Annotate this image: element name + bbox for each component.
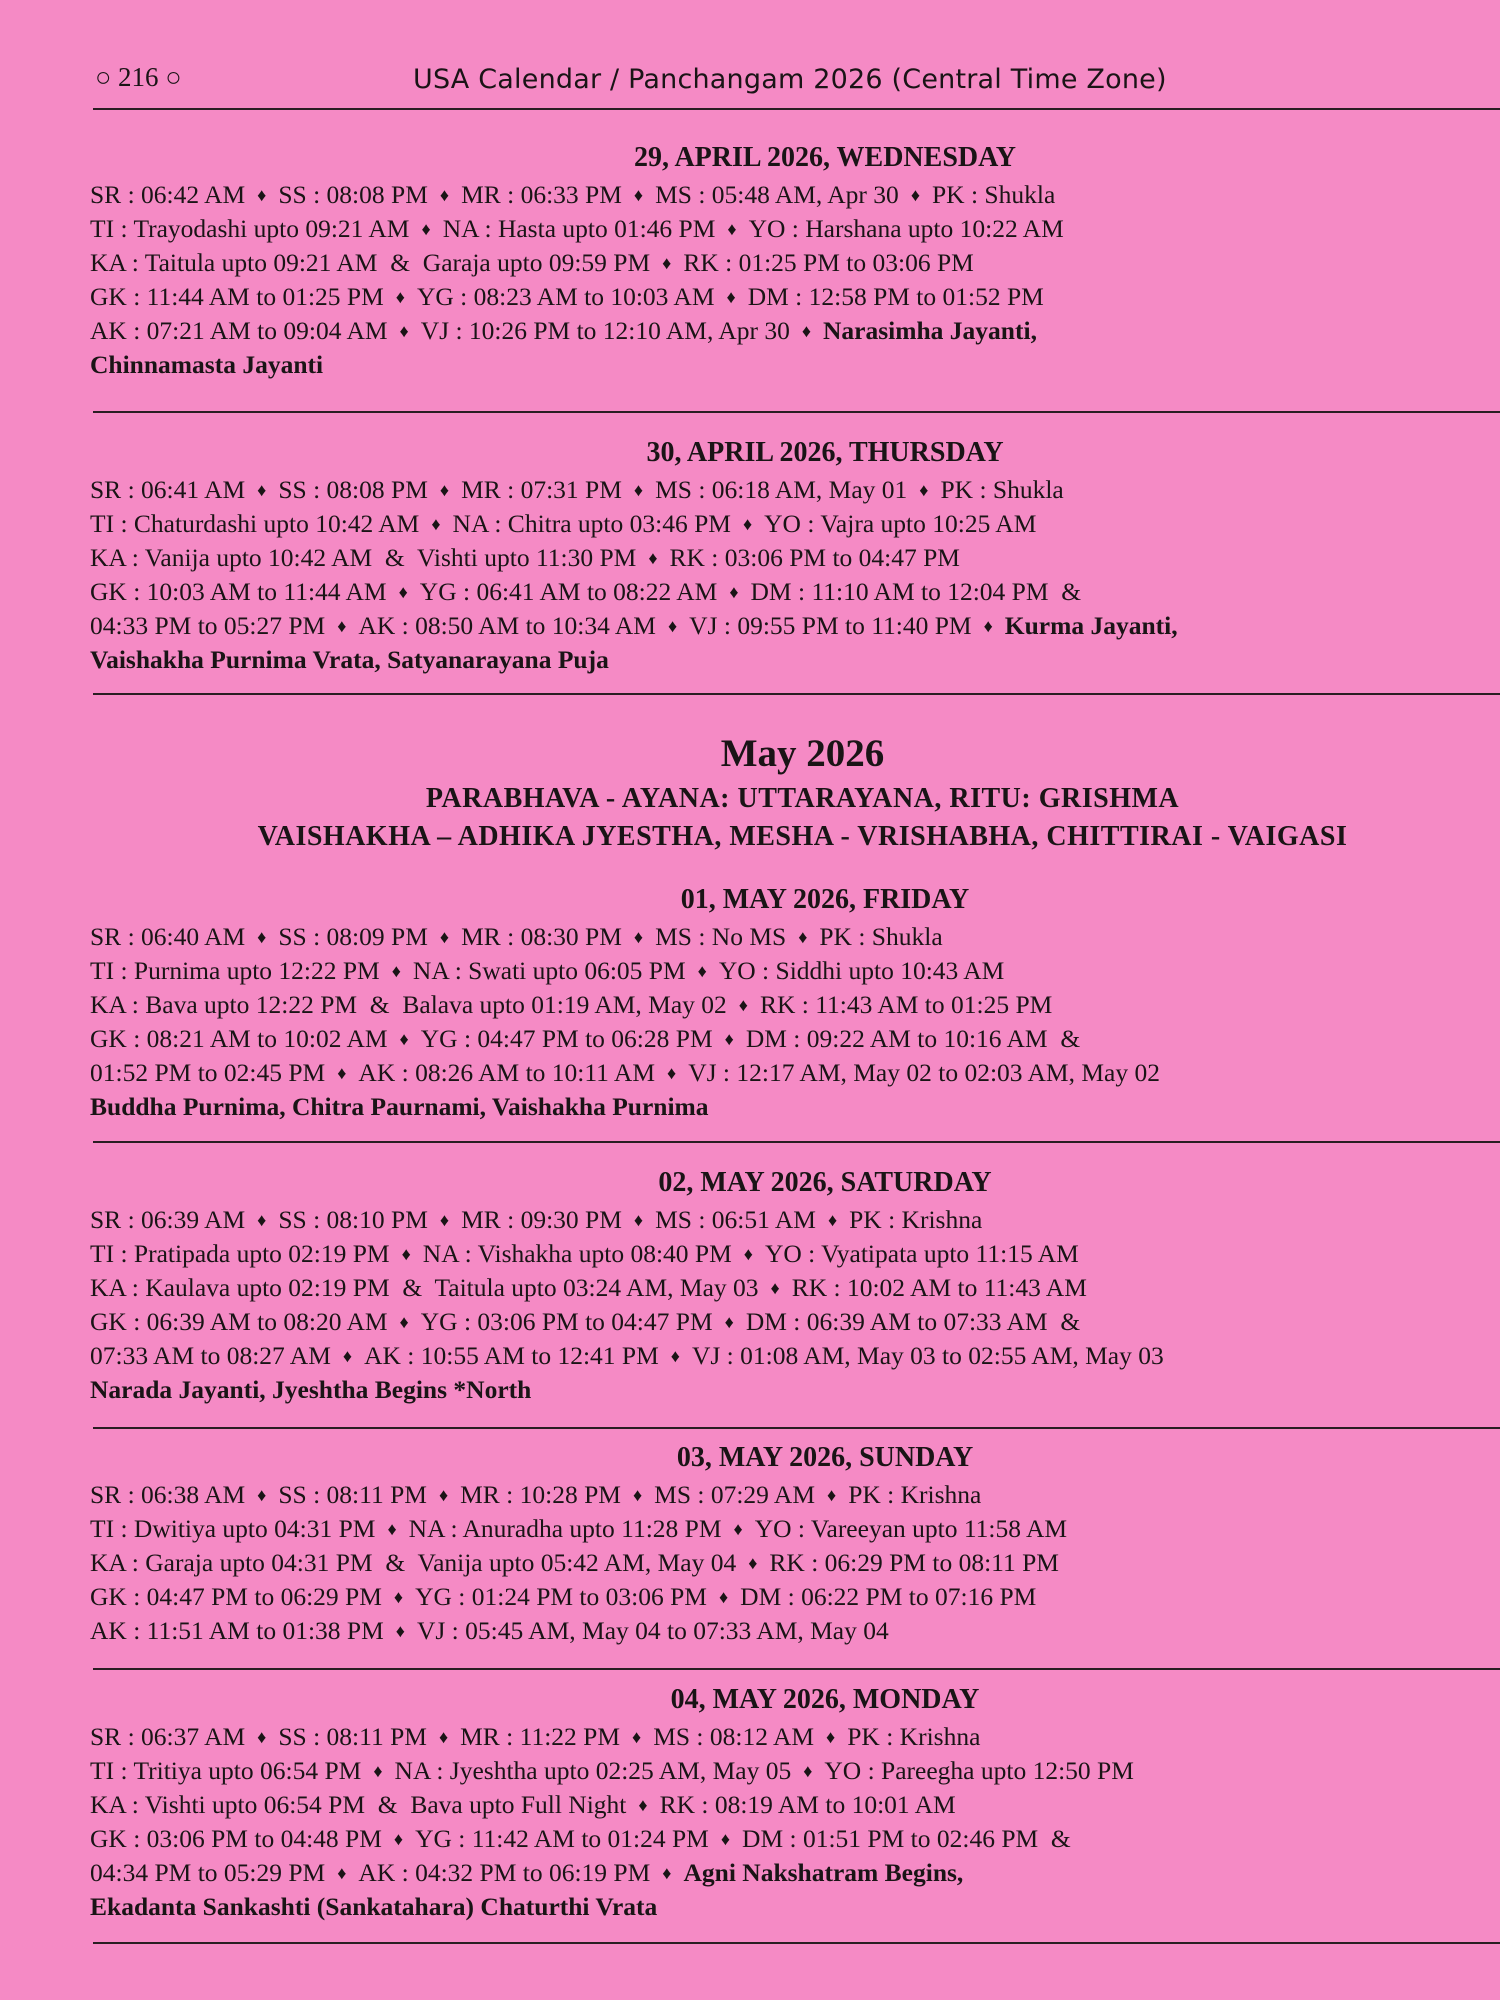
- panchang-field: AK : 10:55 AM to 12:41 PM: [364, 1341, 659, 1370]
- panchang-field: MR : 10:28 PM: [460, 1480, 621, 1509]
- diamond-separator-icon: ♦: [718, 1587, 729, 1607]
- diamond-separator-icon: ♦: [801, 321, 812, 341]
- panchang-field: NA : Chitra upto 03:46 PM: [452, 509, 731, 538]
- panchang-field: RK : 03:06 PM to 04:47 PM: [669, 543, 960, 572]
- festival-name: Agni Nakshatram Begins,: [683, 1858, 964, 1887]
- month-ayana-ritu: PARABHAVA - AYANA: UTTARAYANA, RITU: GRISHMA: [425, 783, 1180, 814]
- diamond-separator-icon: ♦: [438, 1727, 449, 1747]
- panchang-field: YO : Siddhi upto 10:43 AM: [718, 956, 1005, 985]
- panchang-field: MR : 09:30 PM: [461, 1205, 622, 1234]
- diamond-separator-icon: ♦: [439, 927, 450, 947]
- day-date-heading: 29, APRIL 2026, WEDNESDAY: [634, 142, 1016, 173]
- panchang-field: DM : 09:22 AM to 10:16 AM &: [745, 1024, 1081, 1053]
- panchang-field: SS : 08:08 PM: [278, 475, 428, 504]
- panchang-field: 01:52 PM to 02:45 PM: [90, 1058, 326, 1087]
- diamond-separator-icon: ♦: [724, 1029, 734, 1049]
- panchang-line: [90, 954, 1490, 988]
- festival-name: Narasimha Jayanti,: [823, 316, 1037, 345]
- diamond-separator-icon: ♦: [398, 582, 408, 602]
- diamond-separator-icon: ♦: [337, 1063, 347, 1083]
- panchang-field: NA : Vishakha upto 08:40 PM: [422, 1239, 732, 1268]
- panchang-line: [90, 1478, 1490, 1512]
- panchang-field: YG : 03:06 PM to 04:47 PM: [420, 1307, 713, 1336]
- panchang-field: VJ : 10:26 PM to 12:10 AM, Apr 30: [420, 316, 790, 345]
- day-entry: [90, 1438, 1490, 1648]
- panchang-field: YO : Vareeyan upto 11:58 AM: [754, 1514, 1068, 1543]
- panchang-field: AK : 07:21 AM to 09:04 AM: [90, 316, 388, 345]
- divider: [93, 693, 1500, 695]
- diamond-separator-icon: ♦: [919, 480, 929, 500]
- panchang-field: MS : No MS: [655, 922, 787, 951]
- day-date-heading: 30, APRIL 2026, THURSDAY: [646, 437, 1004, 468]
- panchang-field: DM : 06:39 AM to 07:33 AM &: [745, 1307, 1081, 1336]
- diamond-separator-icon: ♦: [742, 514, 753, 534]
- diamond-separator-icon: ♦: [748, 1553, 758, 1573]
- diamond-separator-icon: ♦: [803, 1761, 813, 1781]
- panchang-field: KA : Bava upto 12:22 PM & Balava upto 01:19 AM, May 02: [90, 990, 727, 1019]
- panchang-field: TI : Pratipada upto 02:19 PM: [90, 1239, 390, 1268]
- panchang-field: MS : 05:48 AM, Apr 30: [655, 180, 899, 209]
- panchang-field: SR : 06:37 AM: [90, 1722, 246, 1751]
- panchang-field: RK : 01:25 PM to 03:06 PM: [683, 248, 974, 277]
- panchang-line: [90, 1788, 1490, 1822]
- diamond-separator-icon: ♦: [667, 1063, 677, 1083]
- diamond-separator-icon: ♦: [342, 1346, 353, 1366]
- panchang-line: [90, 178, 1490, 212]
- diamond-separator-icon: ♦: [638, 1795, 648, 1815]
- panchang-field: PK : Krishna: [848, 1480, 982, 1509]
- panchang-field: DM : 12:58 PM to 01:52 PM: [747, 282, 1044, 311]
- diamond-separator-icon: ♦: [257, 927, 267, 947]
- panchang-field: YO : Harshana upto 10:22 AM: [748, 214, 1064, 243]
- diamond-separator-icon: ♦: [257, 480, 267, 500]
- panchang-line: [90, 1580, 1490, 1614]
- panchang-field: SR : 06:41 AM: [90, 475, 246, 504]
- panchang-field: TI : Tritiya upto 06:54 PM: [90, 1756, 362, 1785]
- panchang-line: [90, 1546, 1490, 1580]
- panchang-field: KA : Taitula upto 09:21 AM & Garaja upto 09:59 PM: [90, 248, 651, 277]
- panchang-field: MS : 07:29 AM: [654, 1480, 815, 1509]
- panchang-field: GK : 06:39 AM to 08:20 AM: [90, 1307, 388, 1336]
- day-date-heading: 02, MAY 2026, SATURDAY: [658, 1167, 992, 1198]
- diamond-separator-icon: ♦: [438, 1485, 449, 1505]
- divider: [93, 411, 1500, 413]
- panchang-line: [90, 1512, 1490, 1546]
- diamond-separator-icon: ♦: [662, 1863, 672, 1883]
- panchang-field: MR : 07:31 PM: [461, 475, 622, 504]
- diamond-separator-icon: ♦: [395, 287, 405, 307]
- panchang-field: NA : Swati upto 06:05 PM: [412, 956, 686, 985]
- day-entry: [90, 1163, 1490, 1407]
- divider: [93, 1942, 1500, 1944]
- panchang-field: NA : Anuradha upto 11:28 PM: [408, 1514, 722, 1543]
- diamond-separator-icon: ♦: [439, 480, 450, 500]
- diamond-separator-icon: ♦: [727, 219, 737, 239]
- diamond-separator-icon: ♦: [431, 514, 441, 534]
- panchang-field: MS : 08:12 AM: [653, 1722, 815, 1751]
- panchang-field: 04:34 PM to 05:29 PM: [90, 1858, 326, 1887]
- panchang-field: AK : 08:50 AM to 10:34 AM: [358, 611, 656, 640]
- panchang-field: YO : Pareegha upto 12:50 PM: [824, 1756, 1134, 1785]
- diamond-separator-icon: ♦: [770, 1278, 780, 1298]
- diamond-separator-icon: ♦: [662, 253, 672, 273]
- diamond-separator-icon: ♦: [826, 1727, 836, 1747]
- diamond-separator-icon: ♦: [697, 961, 707, 981]
- diamond-separator-icon: ♦: [337, 1863, 347, 1883]
- diamond-separator-icon: ♦: [633, 1210, 644, 1230]
- panchang-field: KA : Garaja upto 04:31 PM & Vanija upto 05:42 AM, May 04: [90, 1548, 737, 1577]
- panchang-field: YG : 06:41 AM to 08:22 AM: [419, 577, 718, 606]
- panchang-field: GK : 11:44 AM to 01:25 PM: [90, 282, 384, 311]
- diamond-separator-icon: ♦: [439, 1210, 450, 1230]
- panchang-field: YG : 08:23 AM to 10:03 AM: [416, 282, 715, 311]
- panchang-field: SR : 06:40 AM: [90, 922, 246, 951]
- panchang-field: YG : 11:42 AM to 01:24 PM: [415, 1824, 709, 1853]
- panchang-field: YG : 01:24 PM to 03:06 PM: [415, 1582, 707, 1611]
- panchang-field: YG : 04:47 PM to 06:28 PM: [420, 1024, 713, 1053]
- panchang-field: KA : Vishti upto 06:54 PM & Bava upto Full Night: [90, 1790, 627, 1819]
- divider: [93, 1141, 1500, 1143]
- panchang-field: YO : Vyatipata upto 11:15 AM: [764, 1239, 1079, 1268]
- day-entry: [90, 880, 1490, 1124]
- panchang-line: [90, 246, 1490, 280]
- panchang-field: 04:33 PM to 05:27 PM: [90, 611, 326, 640]
- panchang-field: PK : Shukla: [932, 180, 1056, 209]
- festival-list: Narada Jayanti, Jyeshtha Begins *North: [90, 1375, 532, 1404]
- day-entry: [90, 1680, 1490, 1924]
- festival-list: Ekadanta Sankashti (Sankatahara) Chaturthi Vrata: [90, 1892, 658, 1921]
- diamond-separator-icon: ♦: [387, 1519, 397, 1539]
- panchang-field: RK : 10:02 AM to 11:43 AM: [791, 1273, 1087, 1302]
- month-heading: [0, 728, 1500, 856]
- panchang-field: PK : Krishna: [849, 1205, 983, 1234]
- diamond-separator-icon: ♦: [827, 1210, 838, 1230]
- diamond-separator-icon: ♦: [648, 548, 658, 568]
- festival-list: Buddha Purnima, Chitra Paurnami, Vaishakha Purnima: [90, 1092, 709, 1121]
- panchang-line: [90, 1203, 1490, 1237]
- panchang-field: 07:33 AM to 08:27 AM: [90, 1341, 331, 1370]
- panchang-field: AK : 08:26 AM to 10:11 AM: [358, 1058, 655, 1087]
- panchang-line: [90, 1856, 1490, 1890]
- diamond-separator-icon: ♦: [399, 1029, 409, 1049]
- page-header: [93, 62, 1500, 110]
- panchang-field: GK : 04:47 PM to 06:29 PM: [90, 1582, 382, 1611]
- panchang-line: [90, 507, 1490, 541]
- panchang-field: DM : 06:22 PM to 07:16 PM: [740, 1582, 1037, 1611]
- panchang-line: [90, 1339, 1490, 1373]
- panchang-line: [90, 1305, 1490, 1339]
- festival-list: Chinnamasta Jayanti: [90, 350, 324, 379]
- festival-name: Kurma Jayanti,: [1004, 611, 1178, 640]
- day-entry: [90, 138, 1490, 382]
- diamond-separator-icon: ♦: [632, 1727, 642, 1747]
- panchang-line: [90, 1056, 1490, 1090]
- panchang-line: [90, 1022, 1490, 1056]
- diamond-separator-icon: ♦: [983, 616, 993, 636]
- diamond-separator-icon: ♦: [633, 185, 644, 205]
- panchang-field: TI : Chaturdashi upto 10:42 AM: [90, 509, 420, 538]
- diamond-separator-icon: ♦: [257, 1210, 267, 1230]
- divider: [93, 1427, 1500, 1429]
- panchang-field: TI : Trayodashi upto 09:21 AM: [90, 214, 410, 243]
- panchang-field: GK : 08:21 AM to 10:02 AM: [90, 1024, 388, 1053]
- day-date-heading: 01, MAY 2026, FRIDAY: [680, 884, 970, 915]
- diamond-separator-icon: ♦: [391, 961, 401, 981]
- panchang-field: MS : 06:18 AM, May 01: [655, 475, 908, 504]
- diamond-separator-icon: ♦: [667, 616, 678, 636]
- panchang-line: [90, 1271, 1490, 1305]
- panchang-field: VJ : 12:17 AM, May 02 to 02:03 AM, May 02: [688, 1058, 1160, 1087]
- panchang-field: NA : Jyeshtha upto 02:25 AM, May 05: [394, 1756, 792, 1785]
- diamond-separator-icon: ♦: [393, 1587, 404, 1607]
- panchang-line: [90, 1614, 1490, 1648]
- panchang-field: SR : 06:38 AM: [90, 1480, 246, 1509]
- panchang-line: [90, 212, 1490, 246]
- diamond-separator-icon: ♦: [910, 185, 920, 205]
- diamond-separator-icon: ♦: [373, 1761, 383, 1781]
- panchang-field: RK : 11:43 AM to 01:25 PM: [759, 990, 1053, 1019]
- panchang-line: [90, 314, 1490, 348]
- festival-list: Vaishakha Purnima Vrata, Satyanarayana Puja: [90, 645, 609, 674]
- diamond-separator-icon: ♦: [399, 321, 409, 341]
- diamond-separator-icon: ♦: [633, 927, 644, 947]
- diamond-separator-icon: ♦: [401, 1244, 411, 1264]
- panchang-field: PK : Krishna: [847, 1722, 981, 1751]
- diamond-separator-icon: ♦: [720, 1829, 731, 1849]
- panchang-field: TI : Dwitiya upto 04:31 PM: [90, 1514, 376, 1543]
- diamond-separator-icon: ♦: [827, 1485, 837, 1505]
- panchang-field: VJ : 01:08 AM, May 03 to 02:55 AM, May 03: [691, 1341, 1164, 1370]
- diamond-separator-icon: ♦: [724, 1312, 734, 1332]
- diamond-separator-icon: ♦: [395, 1621, 405, 1641]
- panchang-field: SS : 08:11 PM: [278, 1722, 427, 1751]
- panchang-field: MR : 08:30 PM: [461, 922, 622, 951]
- month-title: May 2026: [720, 732, 885, 775]
- panchang-field: MR : 06:33 PM: [461, 180, 622, 209]
- panchang-field: SS : 08:10 PM: [278, 1205, 428, 1234]
- panchang-line: [90, 1822, 1490, 1856]
- panchang-field: KA : Kaulava upto 02:19 PM & Taitula upto 03:24 AM, May 03: [90, 1273, 759, 1302]
- panchang-field: DM : 11:10 AM to 12:04 PM &: [750, 577, 1082, 606]
- panchang-field: SR : 06:42 AM: [90, 180, 246, 209]
- diamond-separator-icon: ♦: [743, 1244, 753, 1264]
- panchang-field: MR : 11:22 PM: [460, 1722, 621, 1751]
- diamond-separator-icon: ♦: [670, 1346, 680, 1366]
- panchang-line: [90, 280, 1490, 314]
- month-masa-names: VAISHAKHA – ADHIKA JYESTHA, MESHA - VRISHABHA, CHITTIRAI - VAIGASI: [257, 821, 1348, 852]
- panchang-line: [90, 920, 1490, 954]
- panchang-line: [90, 1754, 1490, 1788]
- panchang-field: VJ : 05:45 AM, May 04 to 07:33 AM, May 04: [416, 1616, 889, 1645]
- diamond-separator-icon: ♦: [738, 995, 748, 1015]
- panchang-field: SS : 08:11 PM: [278, 1480, 427, 1509]
- day-entry: [90, 433, 1490, 677]
- panchang-field: DM : 01:51 PM to 02:46 PM &: [742, 1824, 1071, 1853]
- panchang-field: TI : Purnima upto 12:22 PM: [90, 956, 380, 985]
- panchang-field: VJ : 09:55 PM to 11:40 PM: [689, 611, 972, 640]
- panchang-line: [90, 609, 1490, 643]
- panchang-field: AK : 04:32 PM to 06:19 PM: [358, 1858, 651, 1887]
- panchang-line: [90, 541, 1490, 575]
- diamond-separator-icon: ♦: [421, 219, 431, 239]
- panchang-field: RK : 06:29 PM to 08:11 PM: [769, 1548, 1059, 1577]
- panchang-line: [90, 988, 1490, 1022]
- day-date-heading: 04, MAY 2026, MONDAY: [670, 1684, 980, 1715]
- diamond-separator-icon: ♦: [633, 480, 644, 500]
- panchang-field: GK : 03:06 PM to 04:48 PM: [90, 1824, 382, 1853]
- panchang-field: RK : 08:19 AM to 10:01 AM: [659, 1790, 956, 1819]
- running-title: USA Calendar / Panchangam 2026 (Central Time Zone): [413, 64, 1167, 95]
- diamond-separator-icon: ♦: [632, 1485, 643, 1505]
- diamond-separator-icon: ♦: [257, 1727, 267, 1747]
- diamond-separator-icon: ♦: [393, 1829, 404, 1849]
- panchang-field: SS : 08:08 PM: [278, 180, 428, 209]
- diamond-separator-icon: ♦: [257, 185, 267, 205]
- page-number: ○ 216 ○: [95, 62, 182, 92]
- day-date-heading: 03, MAY 2026, SUNDAY: [676, 1442, 974, 1473]
- diamond-separator-icon: ♦: [257, 1485, 267, 1505]
- diamond-separator-icon: ♦: [729, 582, 739, 602]
- panchang-field: YO : Vajra upto 10:25 AM: [764, 509, 1037, 538]
- panchang-field: AK : 11:51 AM to 01:38 PM: [90, 1616, 384, 1645]
- panchang-line: [90, 473, 1490, 507]
- diamond-separator-icon: ♦: [399, 1312, 409, 1332]
- diamond-separator-icon: ♦: [439, 185, 450, 205]
- panchang-field: NA : Hasta upto 01:46 PM: [442, 214, 716, 243]
- panchang-field: PK : Shukla: [940, 475, 1064, 504]
- panchang-line: [90, 1720, 1490, 1754]
- panchang-field: SS : 08:09 PM: [278, 922, 428, 951]
- diamond-separator-icon: ♦: [337, 616, 347, 636]
- diamond-separator-icon: ♦: [733, 1519, 743, 1539]
- panchang-field: GK : 10:03 AM to 11:44 AM: [90, 577, 387, 606]
- panchang-line: [90, 1237, 1490, 1271]
- panchang-field: PK : Shukla: [819, 922, 943, 951]
- panchang-field: SR : 06:39 AM: [90, 1205, 246, 1234]
- diamond-separator-icon: ♦: [726, 287, 736, 307]
- panchang-field: MS : 06:51 AM: [655, 1205, 816, 1234]
- diamond-separator-icon: ♦: [798, 927, 808, 947]
- panchang-field: KA : Vanija upto 10:42 AM & Vishti upto 11:30 PM: [90, 543, 637, 572]
- divider: [93, 1668, 1500, 1670]
- panchang-line: [90, 575, 1490, 609]
